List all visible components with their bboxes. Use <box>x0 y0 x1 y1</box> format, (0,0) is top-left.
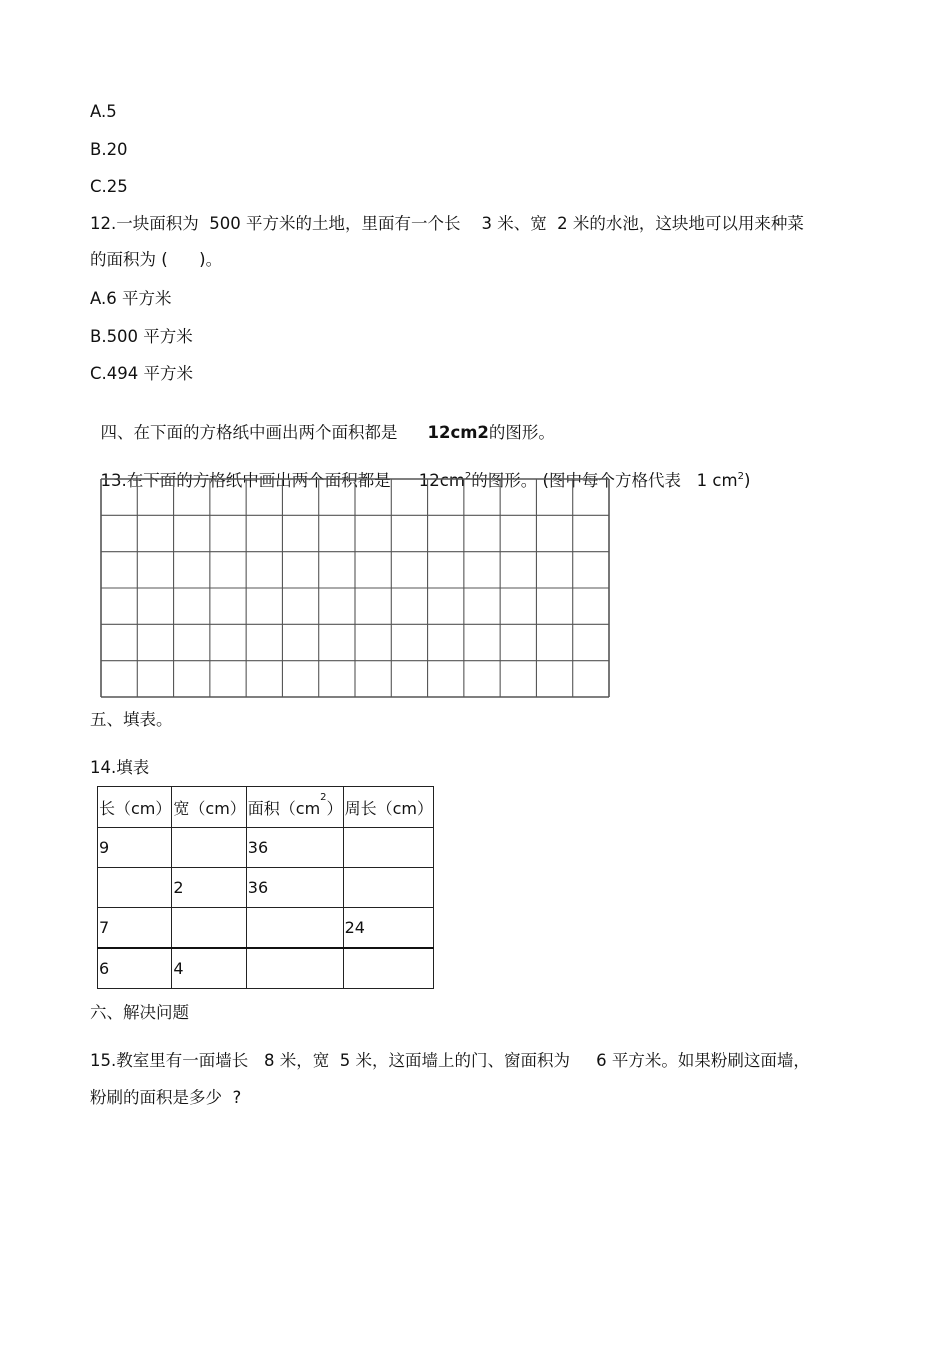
q13-text-d: ) <box>743 471 751 490</box>
question-14-title: 14.填表 <box>90 758 150 777</box>
table-cell[interactable]: 36 <box>246 828 343 868</box>
option-c-q12: C.494 平方米 <box>90 364 194 383</box>
table-header-row <box>98 787 434 828</box>
square-grid-paper <box>99 477 611 699</box>
section-6-heading: 六、解决问题 <box>90 1003 189 1022</box>
q13-text-b: 12cm <box>418 471 465 490</box>
table-cell[interactable]: 2 <box>172 868 246 908</box>
table-cell[interactable] <box>343 948 433 989</box>
q13-sup2: 2 <box>737 471 744 482</box>
option-b-q11: B.20 <box>90 140 128 159</box>
header-area <box>246 787 343 828</box>
section-5-heading: 五、填表。 <box>90 710 173 729</box>
header-area-tail: ） <box>326 798 343 818</box>
question-12-line1: 12.一块面积为 500 平方米的土地，里面有一个长 3 米、宽 2 米的水池，这块地可以用来种菜 <box>90 214 804 233</box>
table-cell[interactable] <box>246 948 343 989</box>
header-area-text: 面积（cm <box>247 798 321 818</box>
table-cell[interactable] <box>246 908 343 949</box>
section-4-heading <box>90 400 555 444</box>
q13-sup1: 2 <box>464 471 472 482</box>
table-cell[interactable] <box>343 828 433 868</box>
table-cell[interactable] <box>172 908 246 949</box>
option-a-q11: A.5 <box>90 102 117 121</box>
option-b-q12: B.500 平方米 <box>90 327 193 346</box>
q13-text-c: 的图形。 (图中每个方格代表 1 cm <box>471 471 738 490</box>
header-width: 宽（cm） <box>172 787 246 828</box>
header-length: 长（cm） <box>98 787 172 828</box>
section-4-heading-bold: 12cm2 <box>427 423 489 442</box>
header-area-sup: 2 <box>320 791 327 803</box>
table-row <box>98 868 434 908</box>
q13-text-a: 13.在下面的方格纸中画出两个面积都是 <box>100 471 391 490</box>
question-15-line2: 粉刷的面积是多少 ? <box>90 1088 242 1107</box>
option-c-q11: C.25 <box>90 177 128 196</box>
table-cell[interactable]: 7 <box>98 908 172 949</box>
table-cell[interactable]: 6 <box>98 948 172 989</box>
question-12-line2: 的面积为 ( )。 <box>90 250 223 269</box>
table-row <box>98 908 434 949</box>
table-row <box>98 828 434 868</box>
question-15-line1: 15.教室里有一面墙长 8 米，宽 5 米，这面墙上的门、窗面积为 6 平方米。如果粉刷这面墙， <box>90 1051 810 1070</box>
table-cell[interactable]: 24 <box>343 908 433 949</box>
section-4-heading-suffix: 的图形。 <box>488 423 555 442</box>
table-cell[interactable]: 36 <box>246 868 343 908</box>
table-row <box>98 948 434 989</box>
option-a-q12: A.6 平方米 <box>90 289 172 308</box>
fill-in-table <box>97 786 434 989</box>
table-cell[interactable] <box>98 868 172 908</box>
section-4-heading-prefix: 四、在下面的方格纸中画出两个面积都是 <box>100 423 398 442</box>
table-cell[interactable] <box>343 868 433 908</box>
table-cell[interactable]: 4 <box>172 948 246 989</box>
table-cell[interactable] <box>172 828 246 868</box>
header-perimeter: 周长（cm） <box>343 787 433 828</box>
table-cell[interactable]: 9 <box>98 828 172 868</box>
